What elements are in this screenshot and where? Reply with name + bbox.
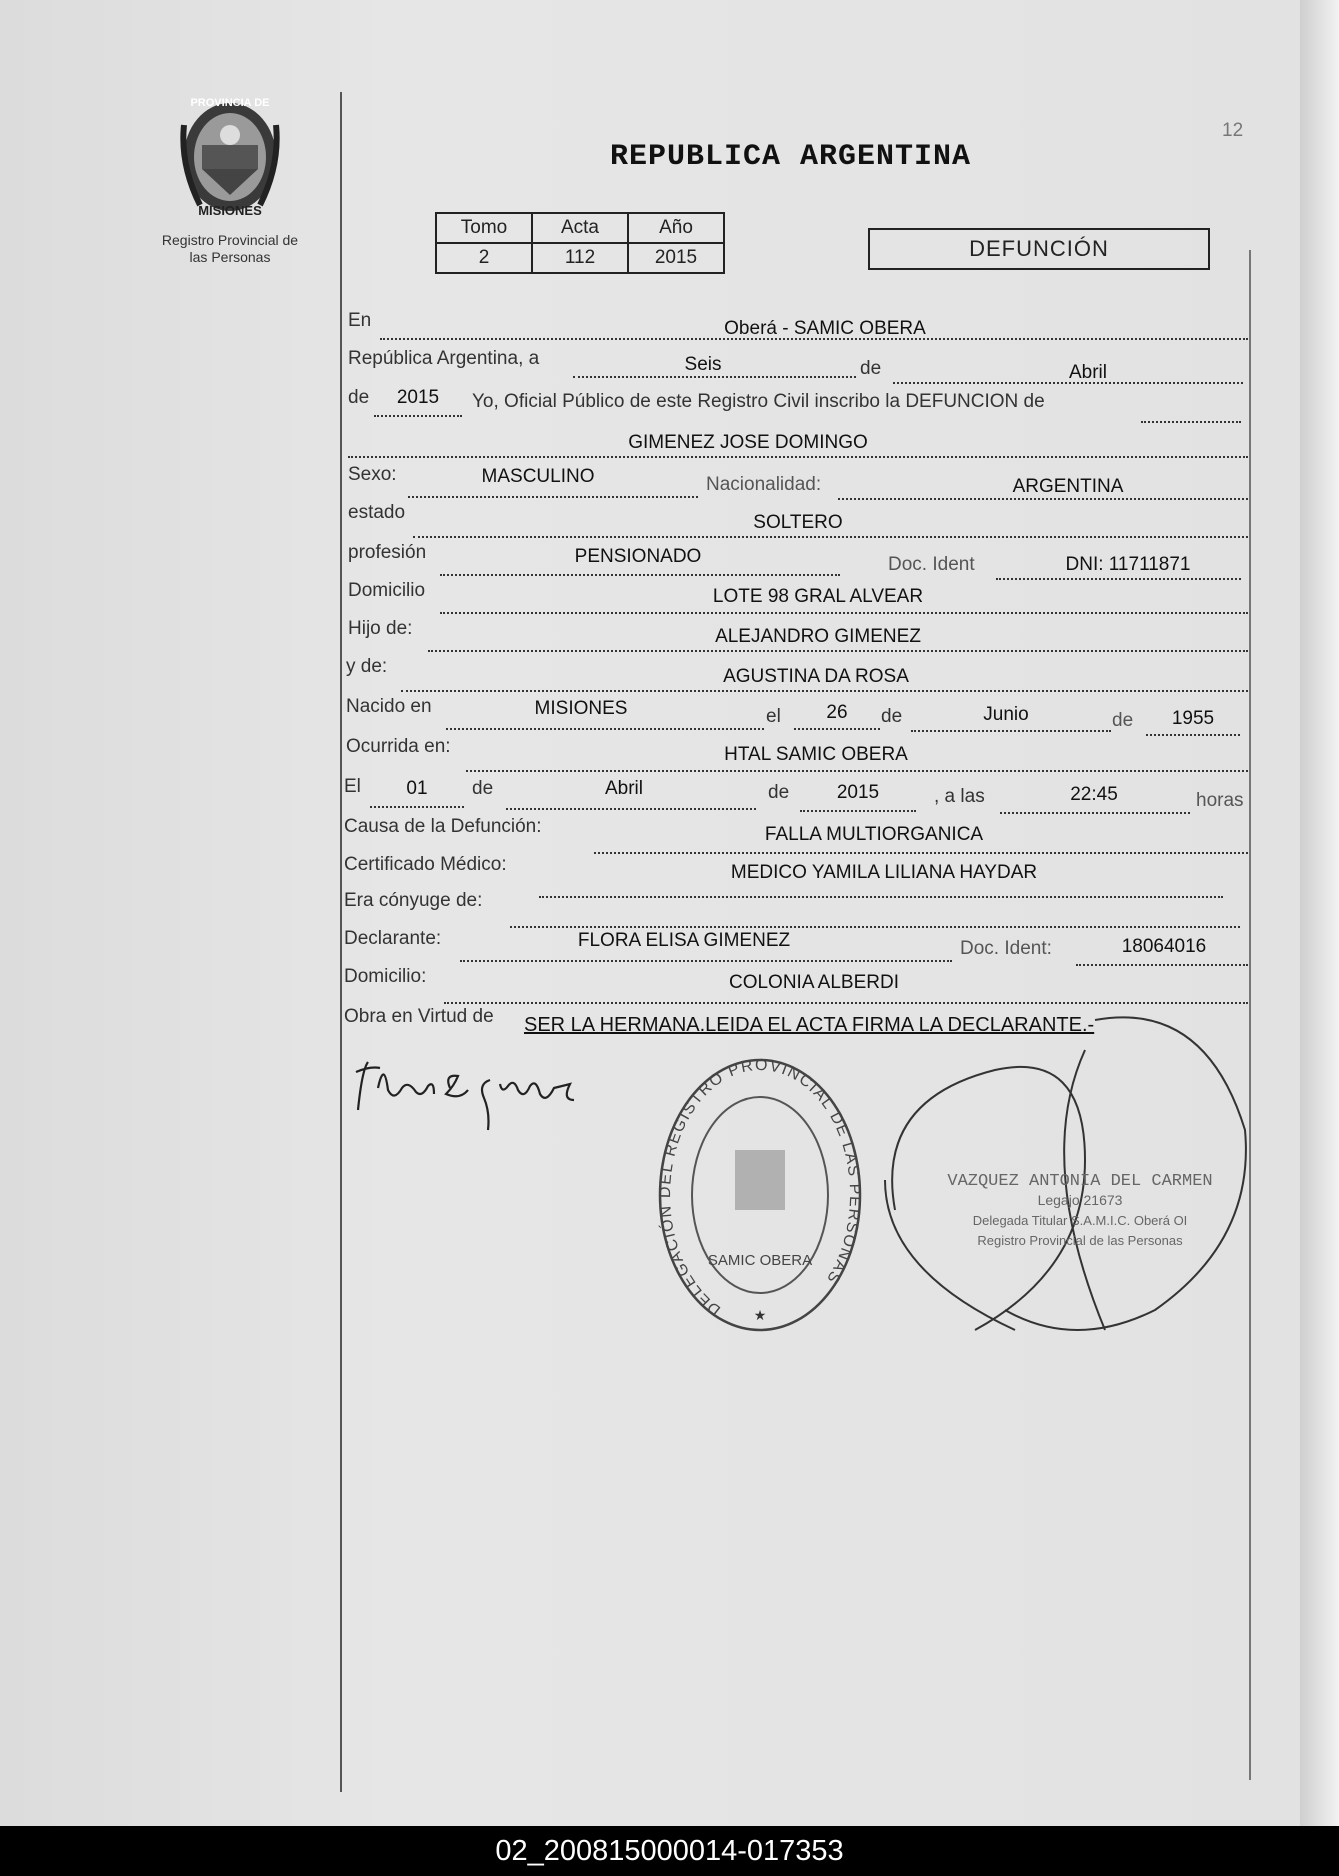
record-table-header-row (436, 213, 724, 243)
logo-bottom-text: MISIONES (198, 203, 262, 218)
domicilio-label: Domicilio (348, 580, 426, 601)
def-hora-value: 22:45 (1070, 784, 1118, 805)
nacionalidad-label: Nacionalidad: (706, 474, 822, 495)
alas-label: , a las (934, 786, 985, 807)
def-mes-value: Abril (604, 778, 643, 799)
nacido-label: Nacido en (346, 696, 432, 717)
row-fecha-defuncion (344, 774, 1248, 811)
en-value: Oberá - SAMIC OBERA (724, 318, 926, 339)
nac-de1-label: de (881, 706, 903, 727)
estado-value: SOLTERO (753, 512, 843, 533)
row-domicilio (348, 578, 1248, 608)
row-nombre (348, 424, 1248, 454)
ocurrida-value: HTAL SAMIC OBERA (724, 744, 908, 765)
domicilio-value: LOTE 98 GRAL ALVEAR (712, 586, 924, 607)
registry-caption-line1: Registro Provincial de (161, 232, 299, 248)
row-ocurrida (346, 734, 1248, 764)
registry-caption (140, 232, 320, 266)
sexo-label: Sexo: (348, 464, 397, 485)
certificado-label: Certificado Médico: (344, 854, 507, 875)
row-profesion (348, 540, 1248, 575)
left-margin-line (340, 92, 342, 1792)
record-header-anio: Año (628, 213, 724, 243)
registry-stamp (655, 1050, 865, 1340)
decl-doc-label: Doc. Ident: (960, 938, 1052, 959)
row-declarante (344, 926, 1248, 959)
row-anio (348, 385, 1248, 415)
causa-value: FALLA MULTIORGANICA (764, 824, 984, 845)
def-de2-label: de (768, 782, 790, 803)
estado-label: estado (348, 502, 406, 523)
row-certificado (344, 852, 1248, 882)
republica-de-label: de (860, 358, 882, 379)
yde-value: AGUSTINA DA ROSA (723, 666, 909, 687)
def-el-label: El (344, 776, 361, 797)
declarant-signature (350, 1050, 620, 1140)
record-value-tomo: 2 (436, 243, 532, 273)
nacido-value: MISIONES (534, 698, 628, 719)
anio-label: de (348, 387, 370, 408)
doc-value: DNI: 11711871 (1065, 554, 1191, 575)
domicilio2-value: COLONIA ALBERDI (728, 972, 899, 993)
declarante-value: FLORA ELISA GIMENEZ (577, 930, 791, 951)
official-seal (855, 1010, 1275, 1350)
nac-de2-label: de (1112, 710, 1134, 731)
obra-label: Obra en Virtud de (344, 1006, 494, 1027)
obra-value: SER LA HERMANA.LEIDA EL ACTA FIRMA LA DECLARANTE.- (524, 1014, 1095, 1036)
hijo-value: ALEJANDRO GIMENEZ (715, 626, 921, 647)
def-anio-value: 2015 (836, 782, 880, 803)
conyuge-dotted-line (510, 902, 1240, 928)
dia-value: Seis (684, 354, 722, 375)
doc-label: Doc. Ident (888, 554, 975, 575)
record-header-acta: Acta (532, 213, 628, 243)
certificado-value: MEDICO YAMILA LILIANA HAYDAR (730, 862, 1038, 883)
logo-top-text: PROVINCIA DE (190, 97, 270, 109)
en-label: En (348, 310, 372, 331)
stamp-ring-text: DELEGACIÓN DEL REGISTRO PROVINCIAL DE LAS PERSONAS (656, 1056, 864, 1319)
profesion-label: profesión (348, 542, 427, 563)
nac-dia-value: 26 (826, 702, 848, 723)
anio-value: 2015 (396, 387, 440, 408)
stamp-inner-text: SAMIC OBERA (707, 1252, 813, 1269)
def-de1-label: de (472, 778, 494, 799)
yde-label: y de: (346, 656, 388, 677)
record-type-box: DEFUNCIÓN (868, 228, 1210, 270)
row-domicilio-declarante (344, 964, 1248, 994)
row-conyuge (344, 888, 1248, 918)
inscribo-text: Yo, Oficial Público de este Registro Civil inscribo la DEFUNCION de (472, 391, 1045, 412)
row-sexo (348, 462, 1248, 497)
seal-line-3: Delegada Titular S.A.M.I.C. Oberá OI (972, 1213, 1188, 1228)
domicilio2-label: Domicilio: (344, 966, 427, 987)
row-hijo (348, 616, 1248, 646)
profesion-value: PENSIONADO (574, 546, 702, 567)
scan-id-footer: 02_200815000014-017353 (0, 1826, 1339, 1876)
nac-el-label: el (766, 706, 781, 727)
republica-label: República Argentina, a (348, 348, 540, 369)
star-icon: ★ (753, 1307, 767, 1323)
row-en (348, 308, 1248, 338)
page-number: 12 (1222, 120, 1244, 141)
record-value-anio: 2015 (628, 243, 724, 273)
seal-line-1: VAZQUEZ ANTONIA DEL CARMEN (947, 1172, 1213, 1191)
mes-value: Abril (1068, 362, 1107, 383)
record-table-value-row (436, 243, 724, 273)
record-table (435, 212, 725, 274)
row-republica (348, 346, 1248, 383)
record-value-acta: 112 (532, 243, 628, 273)
def-dia-value: 01 (406, 778, 428, 799)
conyuge-label: Era cónyuge de: (344, 890, 483, 911)
nacionalidad-value: ARGENTINA (1012, 476, 1124, 497)
row-causa (344, 814, 1248, 844)
row-estado (348, 500, 1248, 533)
sexo-value: MASCULINO (481, 466, 595, 487)
seal-line-2: Legajo 21673 (1037, 1192, 1123, 1208)
inscribo-dotted-line (1141, 397, 1241, 423)
row-nacido (346, 694, 1248, 731)
hijo-label: Hijo de: (348, 618, 413, 639)
declarante-label: Declarante: (344, 928, 442, 949)
page-edge (1300, 0, 1339, 1826)
seal-line-4: Registro Provincial de las Personas (977, 1233, 1183, 1248)
registry-caption-line2: las Personas (189, 249, 271, 265)
nac-mes-value: Junio (983, 704, 1029, 725)
nac-anio-value: 1955 (1171, 708, 1215, 729)
causa-label: Causa de la Defunción: (344, 816, 542, 837)
ocurrida-label: Ocurrida en: (346, 736, 451, 757)
decl-doc-value: 18064016 (1121, 936, 1207, 957)
deceased-name: GIMENEZ JOSE DOMINGO (628, 432, 868, 453)
horas-label: horas (1196, 790, 1244, 811)
page-title: REPUBLICA ARGENTINA (610, 140, 972, 174)
record-header-tomo: Tomo (436, 213, 532, 243)
row-yde (346, 654, 1248, 687)
